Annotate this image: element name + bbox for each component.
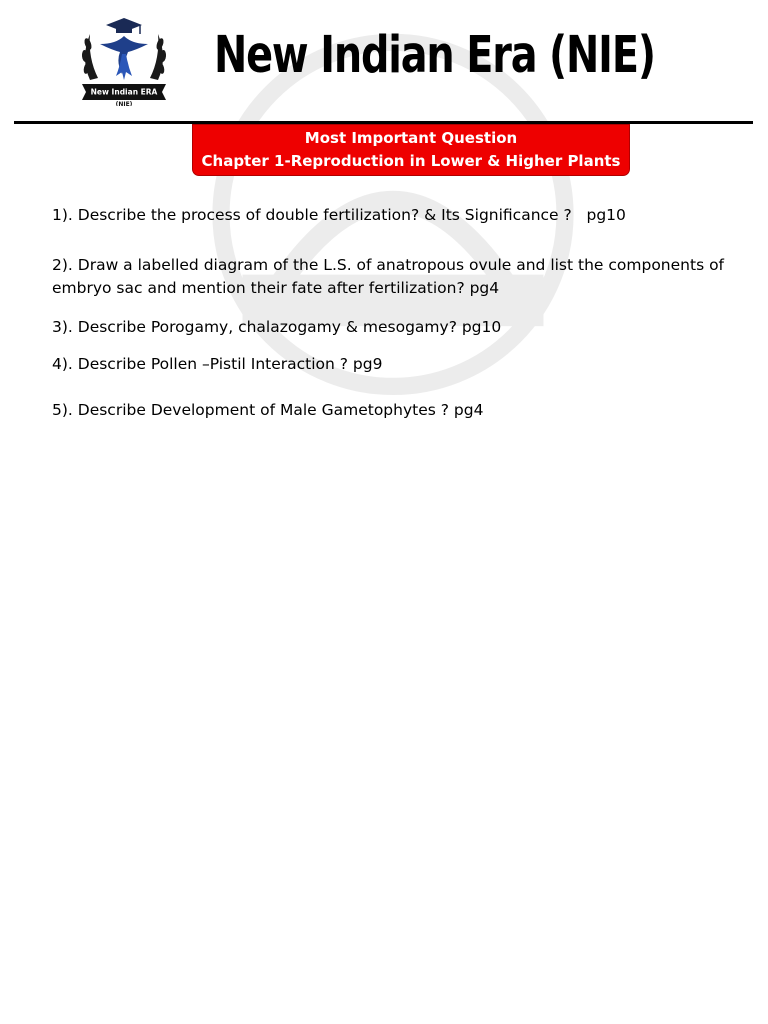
logo-ribbon-text: New Indian ERA bbox=[90, 87, 158, 97]
banner-chapter-title: Chapter 1-Reproduction in Lower & Higher Plants bbox=[201, 152, 621, 170]
question-item: 5). Describe Development of Male Gametophytes ? pg4 bbox=[52, 401, 484, 419]
nie-logo bbox=[76, 14, 172, 106]
page-title: New Indian Era (NIE) bbox=[214, 26, 655, 85]
question-item: 3). Describe Porogamy, chalazogamy & mesogamy? pg10 bbox=[52, 318, 502, 336]
page-header bbox=[0, 0, 768, 124]
question-item: 4). Describe Pollen –Pistil Interaction ? pg9 bbox=[52, 355, 383, 373]
question-item: 1). Describe the process of double fertilization? & Its Significance ? pg10 bbox=[52, 206, 626, 224]
logo-sub-text: (NIE) bbox=[115, 101, 133, 106]
question-item: 2). Draw a labelled diagram of the L.S. of anatropous ovule and list the components of embryo sac and mention their fate after fertilization? pg4 bbox=[52, 256, 729, 297]
banner-heading: Most Important Question bbox=[304, 129, 518, 147]
chapter-banner bbox=[192, 124, 630, 176]
